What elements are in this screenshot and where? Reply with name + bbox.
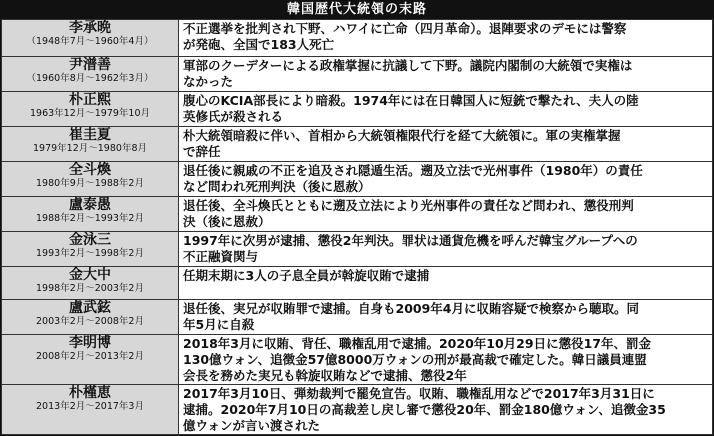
president-name: 金大中 <box>69 267 111 283</box>
term-of-office: 2003年2月～2008年2月 <box>36 316 144 327</box>
fate-cell <box>179 57 713 92</box>
president-cell <box>2 335 179 385</box>
fate-description: 退任後、実兄が収賄罪で逮捕。自身も2009年4月に収賄容疑で検察から聴取。同 年5月に自殺 <box>183 301 639 332</box>
fate-cell <box>179 267 713 300</box>
table-row <box>2 92 713 127</box>
fate-cell-content <box>179 127 712 160</box>
fate-cell <box>179 92 713 127</box>
term-of-office: （1948年7月～1960年4月） <box>26 36 154 47</box>
fate-cell <box>179 300 713 335</box>
president-name: 尹潽善 <box>69 57 111 73</box>
term-of-office: 1998年2月～2003年2月 <box>36 283 144 294</box>
table-row <box>2 57 713 92</box>
president-cell <box>2 267 179 300</box>
fate-description: 不正選挙を批判され下野、ハワイに亡命（四月革命）。退陣要求のデモには警察 が発砲、全国で183人死亡 <box>183 21 627 52</box>
president-cell <box>2 57 179 92</box>
term-of-office: 1979年12月～1980年8月 <box>33 143 147 154</box>
fate-cell-content <box>179 385 712 434</box>
fate-cell-content <box>179 92 712 125</box>
president-cell-content <box>2 267 178 294</box>
president-name: 金泳三 <box>69 232 111 248</box>
table-row <box>2 385 713 435</box>
president-cell-content <box>2 127 178 154</box>
table-row <box>2 267 713 300</box>
fate-cell-content <box>179 267 712 284</box>
fate-description: 任期末期に3人の子息全員が斡旋収賄で逮捕 <box>183 268 430 283</box>
table-row <box>2 20 713 57</box>
president-name: 朴槿恵 <box>69 385 111 401</box>
president-name: 李明博 <box>69 335 111 351</box>
president-cell <box>2 232 179 267</box>
president-name: 盧武鉉 <box>69 300 111 316</box>
term-of-office: 2008年2月～2013年2月 <box>36 351 144 362</box>
fate-description: 退任後に親戚の不正を追及され隠遁生活。遡及立法で光州事件（1980年）の責任 など問われ死刑判決（後に恩赦） <box>183 163 643 194</box>
term-of-office: 1963年12月～1979年10月 <box>29 108 151 119</box>
president-cell <box>2 92 179 127</box>
fate-cell-content <box>179 300 712 333</box>
president-cell-content <box>2 162 178 189</box>
fate-cell <box>179 127 713 162</box>
president-cell <box>2 162 179 197</box>
table-row <box>2 197 713 232</box>
fate-description: 2018年3月に収賄、背任、職権乱用で逮捕。2020年10月29日に懲役17年、罰金 130億ウォン、追徴金57億8000万ウォンの刑が最高裁で確定した。韓日議員連盟 会長を務めた実兄も斡旋収賄などで逮捕、懲役2年 <box>183 336 651 383</box>
fate-cell-content <box>179 20 712 53</box>
term-of-office: 1980年9月～1988年2月 <box>36 178 144 189</box>
president-cell-content <box>2 335 178 362</box>
president-name: 朴正熙 <box>69 92 111 108</box>
fate-description: 腹心のKCIA部長により暗殺。1974年には在日韓国人に短銃で撃たれ、夫人の陸 英修氏が殺される <box>183 93 639 124</box>
fate-description: 2017年3月10日、弾劾裁判で罷免宣告。収賄、職権乱用などで2017年3月31日に 逮捕。2020年7月10日の高裁差し戻し審で懲役20年、罰金180億ウォン、追徴金35 億ウォンが言い渡された <box>183 386 666 433</box>
fate-description: 軍部のクーデターによる政権掌握に抗議して下野。議院内閣制の大統領で実権は なかった <box>183 58 633 89</box>
fate-description: 1997年に次男が逮捕、懲役2年判決。罪状は通貨危機を呼んだ韓宝グループへの 不正融資関与 <box>183 233 638 264</box>
president-cell <box>2 385 179 435</box>
president-name: 李承晩 <box>69 20 111 36</box>
president-cell-content <box>2 92 178 119</box>
table-row <box>2 127 713 162</box>
table-row <box>2 300 713 335</box>
fate-cell <box>179 197 713 232</box>
president-cell <box>2 20 179 57</box>
president-name: 崔圭夏 <box>69 127 111 143</box>
president-cell <box>2 197 179 232</box>
president-cell-content <box>2 385 178 412</box>
fate-cell <box>179 162 713 197</box>
president-cell-content <box>2 300 178 327</box>
fate-cell-content <box>179 197 712 230</box>
term-of-office: 2013年2月～2017年3月 <box>36 401 144 412</box>
president-cell-content <box>2 232 178 259</box>
president-cell-content <box>2 57 178 84</box>
president-cell-content <box>2 197 178 224</box>
fate-cell <box>179 20 713 57</box>
term-of-office: 1993年2月～1998年2月 <box>36 248 144 259</box>
table-row <box>2 232 713 267</box>
table-row <box>2 335 713 385</box>
president-cell-content <box>2 20 178 47</box>
fate-cell <box>179 232 713 267</box>
term-of-office: （1960年8月～1962年3月） <box>26 73 154 84</box>
table-title: 韓国歴代大統領の末路 <box>1 1 713 19</box>
presidents-table <box>1 19 713 435</box>
president-cell <box>2 300 179 335</box>
fate-cell-content <box>179 57 712 90</box>
fate-cell <box>179 335 713 385</box>
table-row <box>2 162 713 197</box>
fate-description: 退任後、全斗煥氏とともに遡及立法により光州事件の責任など問われ、懲役刑判 決（後に恩赦） <box>183 198 634 229</box>
fate-cell-content <box>179 335 712 384</box>
fate-cell-content <box>179 162 712 195</box>
term-of-office: 1988年2月～1993年2月 <box>36 213 144 224</box>
president-cell <box>2 127 179 162</box>
fate-description: 朴大統領暗殺に伴い、首相から大統領権限代行を経て大統領に。軍の実権掌握 で辞任 <box>183 128 621 159</box>
president-name: 盧泰愚 <box>69 197 111 213</box>
president-name: 全斗煥 <box>69 162 111 178</box>
fate-cell-content <box>179 232 712 265</box>
fate-cell <box>179 385 713 435</box>
